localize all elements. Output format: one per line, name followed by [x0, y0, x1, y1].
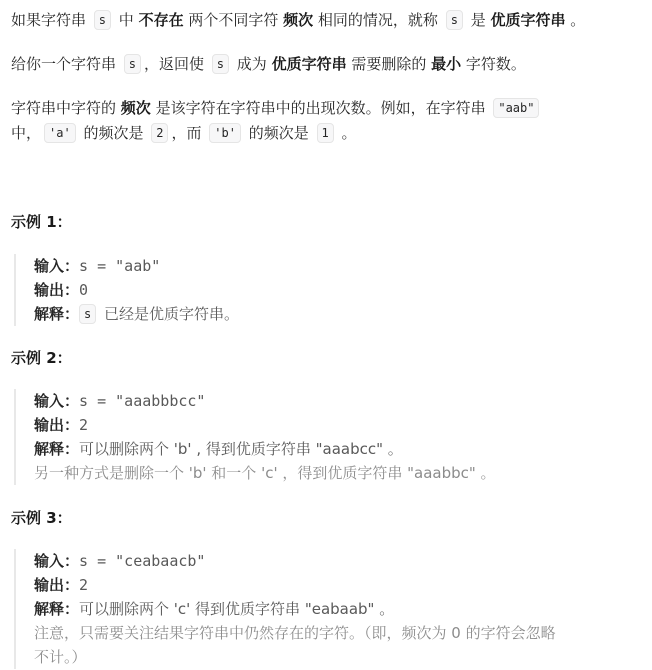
intro-paragraph-3-line-2 — [11, 122, 357, 144]
example-note — [34, 621, 652, 645]
explanation-label: 解释： — [34, 440, 80, 458]
text: 相同的情况，就称 — [313, 11, 443, 29]
text: 字符串中字符的 — [11, 99, 121, 117]
inline-code: 'b' — [209, 123, 241, 143]
inline-code: s — [446, 10, 463, 30]
input-value: s = "aaabbbcc" — [79, 392, 206, 410]
example-1-title: 示例 1： — [11, 213, 72, 231]
example-explanation — [34, 302, 652, 326]
example-explanation — [34, 597, 652, 621]
note-text: 注意，只需要关注结果字符串中仍然存在的字符。（即，频次为 0 的字符会忽略 — [34, 624, 556, 642]
note-text: 不计。） — [34, 648, 87, 666]
input-label: 输入： — [34, 257, 80, 275]
example-2-block — [14, 389, 652, 485]
inline-code: "aab" — [493, 98, 539, 118]
example-3-title: 示例 3： — [11, 509, 72, 527]
text: 是 — [465, 11, 491, 29]
example-output — [34, 413, 652, 437]
text: 的频次是 — [243, 124, 314, 142]
output-value: 2 — [79, 576, 89, 594]
input-label: 输入： — [34, 392, 80, 410]
example-explanation — [34, 437, 652, 461]
example-note-cont — [34, 645, 652, 669]
example-output — [34, 278, 652, 302]
example-output — [34, 573, 652, 597]
example-input — [34, 389, 652, 413]
explanation-label: 解释： — [34, 305, 80, 323]
bold-text: 不存在 — [138, 11, 184, 29]
input-value: s = "ceabaacb" — [79, 552, 206, 570]
bold-text: 最小 — [431, 55, 462, 73]
explanation-text: 可以删除两个 'b' , 得到优质字符串 "aaabcc" 。 — [79, 440, 403, 458]
inline-code: s — [212, 54, 229, 74]
output-label: 输出： — [34, 576, 80, 594]
text: ，而 — [171, 124, 207, 142]
text: ，返回使 — [144, 55, 209, 73]
bold-text: 频次 — [120, 99, 151, 117]
text: 需要删除的 — [346, 55, 432, 73]
output-value: 0 — [79, 281, 89, 299]
example-input — [34, 549, 652, 573]
inline-code: s — [124, 54, 141, 74]
text: 如果字符串 — [11, 11, 91, 29]
explanation-text: 另一种方式是删除一个 'b' 和一个 'c' ，得到优质字符串 "aaabbc" 。 — [34, 464, 496, 482]
example-2-title: 示例 2： — [11, 349, 72, 367]
intro-paragraph-2 — [11, 53, 526, 75]
intro-paragraph-1 — [11, 9, 585, 31]
output-label: 输出： — [34, 416, 80, 434]
bold-text: 频次 — [283, 11, 314, 29]
intro-paragraph-3-line-1 — [11, 97, 542, 119]
text: 两个不同字符 — [183, 11, 284, 29]
text: 字符数。 — [461, 55, 526, 73]
bold-text: 优质字符串 — [271, 55, 347, 73]
inline-code: 1 — [317, 123, 334, 143]
explanation-text: 可以删除两个 'c' 得到优质字符串 "eabaab" 。 — [79, 600, 395, 618]
text: 是该字符在字符串中的出现次数。例如，在字符串 — [150, 99, 491, 117]
text: 。 — [565, 11, 586, 29]
text: 中， — [11, 124, 42, 142]
input-value: s = "aab" — [79, 257, 161, 275]
example-explanation-cont — [34, 461, 652, 485]
text: 中 — [114, 11, 139, 29]
explanation-label: 解释： — [34, 600, 80, 618]
text: 的频次是 — [78, 124, 149, 142]
inline-code: 2 — [151, 123, 168, 143]
example-input — [34, 254, 652, 278]
inline-code: s — [79, 304, 96, 324]
inline-code: s — [94, 10, 111, 30]
input-label: 输入： — [34, 552, 80, 570]
example-3-block — [14, 549, 652, 669]
text: 成为 — [232, 55, 272, 73]
text: 给你一个字符串 — [11, 55, 121, 73]
example-1-block — [14, 254, 652, 326]
explanation-text: 已经是优质字符串。 — [99, 305, 240, 323]
bold-text: 优质字符串 — [490, 11, 566, 29]
text: 。 — [336, 124, 357, 142]
inline-code: 'a' — [44, 123, 76, 143]
output-value: 2 — [79, 416, 89, 434]
output-label: 输出： — [34, 281, 80, 299]
